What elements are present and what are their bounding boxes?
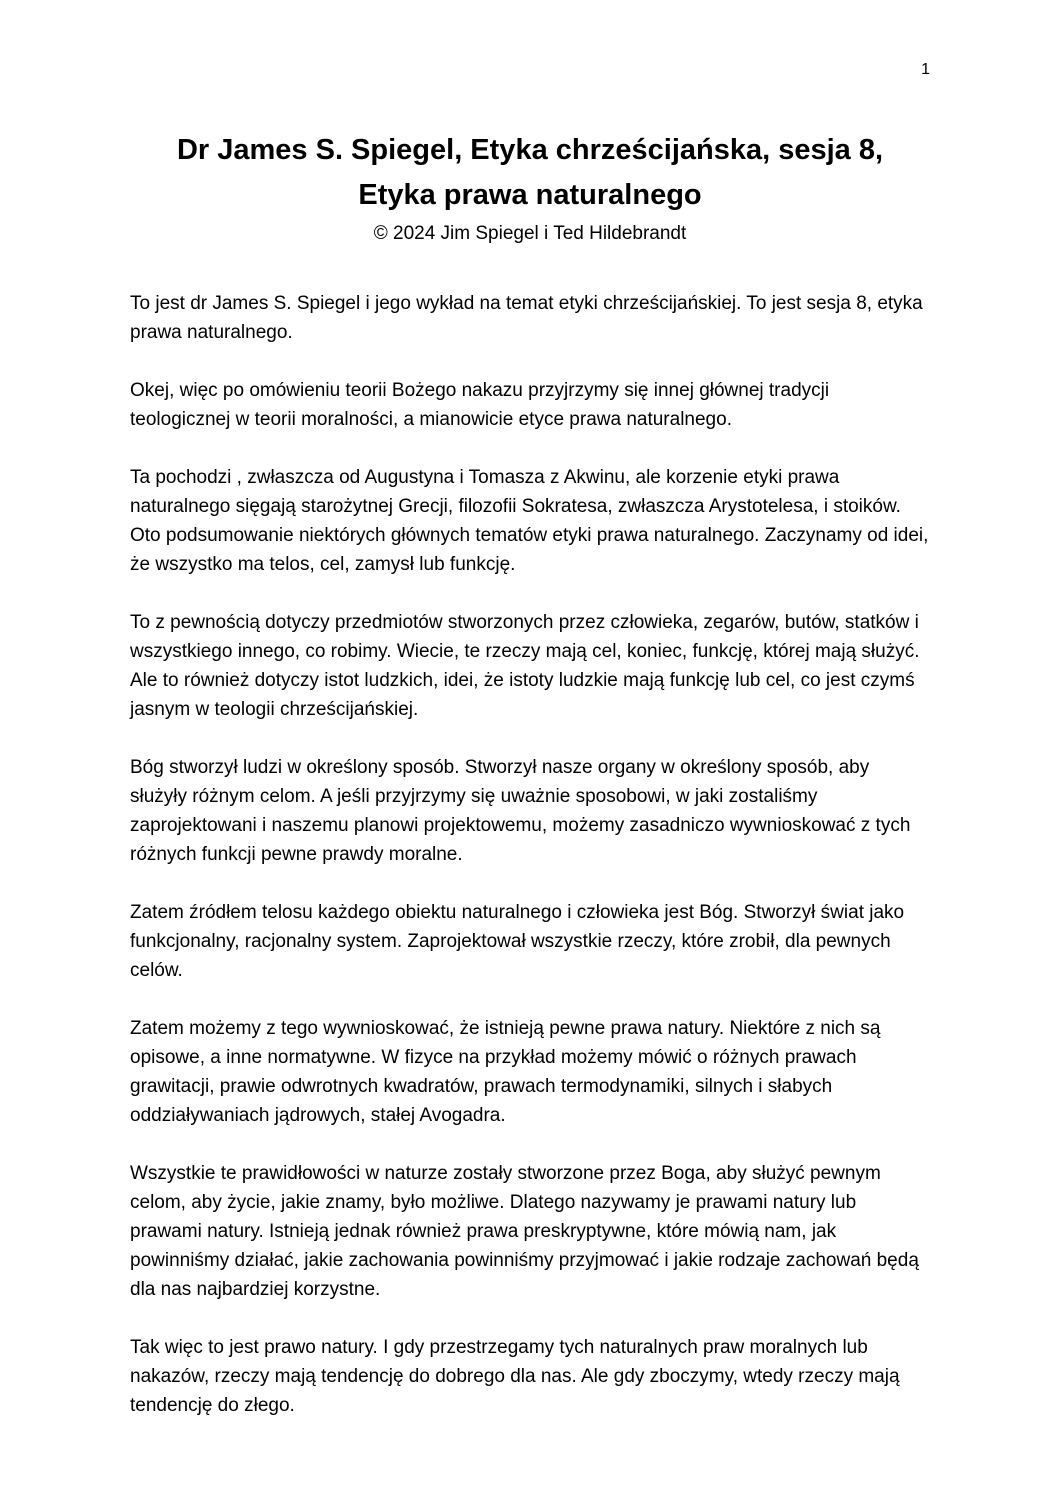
paragraph-3: Ta pochodzi , zwłaszcza od Augustyna i Tomasza z Akwinu, ale korzenie etyki prawa naturalnego sięgają starożytnej Grecji, filozofii Sokratesa, zwłaszcza Arystotelesa, i stoików. Oto podsumowanie niektórych głównych tematów etyki prawa naturalnego. Zaczynamy od idei, że wszystko ma telos, cel, zamysł lub funkcję.: [130, 466, 929, 575]
paragraph-1: To jest dr James S. Spiegel i jego wykład na temat etyki chrześcijańskiej. To jest sesja 8, etyka prawa naturalnego.: [130, 292, 923, 343]
document-body: [130, 289, 930, 1420]
paragraph-8: Wszystkie te prawidłowości w naturze zostały stworzone przez Boga, aby służyć pewnym celom, aby życie, jakie znamy, było możliwe. Dlatego nazywamy je prawami natury lub prawami natury. Istnieją jednak również prawa preskryptywne, które mówią nam, jak powinniśmy działać, jakie zachowania powinniśmy przyjmować i jakie rodzaje zachowań będą dla nas najbardziej korzystne.: [130, 1162, 919, 1300]
page-number: 1: [921, 61, 930, 78]
title-line-2: Etyka prawa naturalnego: [358, 178, 702, 211]
document-content: [130, 128, 930, 1420]
paragraph-4: To z pewnością dotyczy przedmiotów stworzonych przez człowieka, zegarów, butów, statków i wszystkiego innego, co robimy. Wiecie, te rzeczy mają cel, koniec, funkcję, której mają służyć. Ale to również dotyczy istot ludzkich, idei, że istoty ludzkie mają funkcję lub cel, co jest czymś jasnym w teologii chrześcijańskiej.: [130, 611, 920, 720]
copyright-line: © 2024 Jim Spiegel i Ted Hildebrandt: [373, 222, 687, 244]
title-line-1: Dr James S. Spiegel, Etyka chrześcijańska, sesja 8,: [176, 134, 884, 166]
paragraph-6: Zatem źródłem telosu każdego obiektu naturalnego i człowieka jest Bóg. Stworzył świat jako funkcjonalny, racjonalny system. Zaprojektował wszystkie rzeczy, które zrobił, dla pewnych celów.: [130, 901, 905, 981]
paragraph-9: Tak więc to jest prawo natury. I gdy przestrzegamy tych naturalnych praw moralnych lub nakazów, rzeczy mają tendencję do dobrego dla nas. Ale gdy zboczymy, wtedy rzeczy mają tendencję do złego.: [130, 1336, 900, 1416]
document-title: [100, 128, 960, 218]
paragraph-2: Okej, więc po omówieniu teorii Bożego nakazu przyjrzymy się innej głównej tradycji teologicznej w teorii moralności, a mianowicie etyce prawa naturalnego.: [130, 379, 830, 430]
paragraph-5: Bóg stworzył ludzi w określony sposób. Stworzył nasze organy w określony sposób, aby służyły różnym celom. A jeśli przyjrzymy się uważnie sposobowi, w jaki zostaliśmy zaprojektowani i naszemu planowi projektowemu, możemy zasadniczo wywnioskować z tych różnych funkcji pewne prawdy moralne.: [130, 756, 911, 865]
paragraph-7: Zatem możemy z tego wywnioskować, że istnieją pewne prawa natury. Niektóre z nich są opisowe, a inne normatywne. W fizyce na przykład możemy mówić o różnych prawach grawitacji, prawie odwrotnych kwadratów, prawach termodynamiki, silnych i słabych oddziaływaniach jądrowych, stałej Avogadra.: [130, 1017, 881, 1126]
